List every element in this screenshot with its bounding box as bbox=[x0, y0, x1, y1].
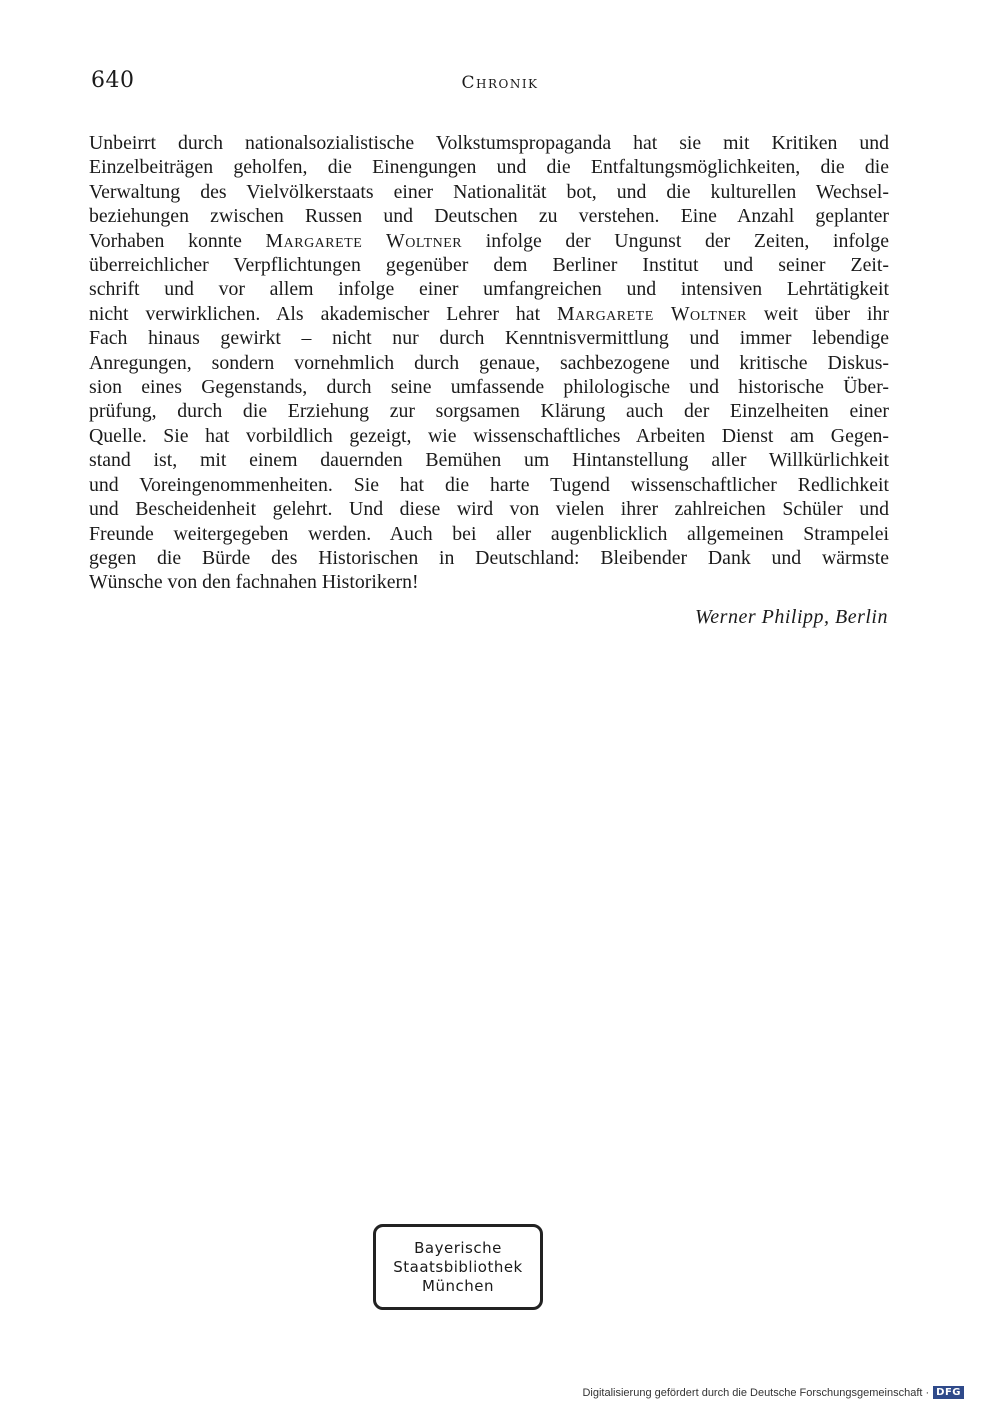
library-stamp bbox=[373, 1224, 543, 1310]
text-line bbox=[89, 570, 889, 594]
text-line bbox=[89, 497, 889, 521]
digitization-credit bbox=[582, 1386, 964, 1399]
text-line bbox=[89, 546, 889, 570]
text-segment: sion eines Gegenstands, durch seine umfassende philologische und historische Über- bbox=[89, 376, 889, 399]
text-segment: Wünsche von den fachnahen Historikern! bbox=[89, 571, 419, 594]
text-segment: infolge der Ungunst der Zeiten, infolge bbox=[462, 229, 889, 252]
page-number: 640 bbox=[91, 68, 135, 93]
author-signature: Werner Philipp, Berlin bbox=[694, 606, 888, 628]
text-segment: Verwaltung des Vielvölkerstaats einer Nationalität bot, und die kulturellen Wechsel- bbox=[89, 180, 889, 203]
text-segment: prüfung, durch die Erziehung zur sorgsamen Klärung auch der Einzelheiten einer bbox=[89, 400, 889, 423]
text-segment: Quelle. Sie hat vorbildlich gezeigt, wie wissenschaftliches Arbeiten Dienst am Gegen- bbox=[89, 424, 889, 447]
text-line bbox=[89, 253, 889, 277]
text-line bbox=[89, 302, 889, 326]
text-segment: überreichlicher Verpflichtungen gegenüber dem Berliner Institut und seiner Zeit- bbox=[89, 254, 889, 277]
text-line bbox=[89, 399, 889, 423]
text-line bbox=[89, 424, 889, 448]
text-line bbox=[89, 277, 889, 301]
text-line bbox=[89, 448, 889, 472]
text-segment: beziehungen zwischen Russen und Deutschen zu verstehen. Eine Anzahl geplanter bbox=[89, 205, 889, 228]
text-segment: Unbeirrt durch nationalsozialistische Volkstumspropaganda hat sie mit Kritiken und bbox=[89, 132, 889, 154]
text-segment: stand ist, mit einem dauernden Bemühen um Hintanstellung aller Willkürlichkeit bbox=[89, 449, 889, 472]
text-segment: und Bescheidenheit gelehrt. Und diese wird von vielen ihrer zahlreichen Schüler und bbox=[89, 498, 889, 521]
person-name: Margarete Woltner bbox=[557, 302, 747, 325]
credit-text: Digitalisierung gefördert durch die Deutsche Forschungsgemeinschaft · bbox=[582, 1386, 930, 1399]
running-head: Chronik bbox=[461, 73, 539, 93]
stamp-line: München bbox=[422, 1276, 494, 1295]
text-line bbox=[89, 326, 889, 350]
body-text bbox=[89, 131, 889, 595]
text-segment: nicht verwirklichen. Als akademischer Lehrer hat bbox=[89, 302, 558, 325]
text-segment: und Voreingenommenheiten. Sie hat die harte Tugend wissenschaftlicher Redlichkeit bbox=[89, 473, 889, 496]
stamp-line: Staatsbibliothek bbox=[393, 1257, 523, 1276]
text-segment: gegen die Bürde des Historischen in Deutschland: Bleibender Dank und wärmste bbox=[89, 546, 889, 569]
text-segment: Anregungen, sondern vornehmlich durch genaue, sachbezogene und kritische Diskus- bbox=[89, 351, 889, 374]
text-line bbox=[89, 155, 889, 179]
text-segment: weit über ihr bbox=[746, 302, 889, 325]
text-line bbox=[89, 375, 889, 399]
text-line bbox=[89, 131, 889, 155]
text-segment: schrift und vor allem infolge einer umfangreichen und intensiven Lehrtätigkeit bbox=[89, 278, 889, 301]
text-line bbox=[89, 229, 889, 253]
person-name: Margarete Woltner bbox=[265, 229, 463, 252]
text-line bbox=[89, 204, 889, 228]
text-segment: Freunde weitergegeben werden. Auch bei aller augenblicklich allgemeinen Strampelei bbox=[89, 522, 889, 545]
text-segment: Fach hinaus gewirkt – nicht nur durch Kenntnisvermittlung und immer lebendige bbox=[89, 327, 889, 350]
text-line bbox=[89, 522, 889, 546]
text-segment: Vorhaben konnte bbox=[89, 229, 266, 252]
text-line bbox=[89, 351, 889, 375]
stamp-line: Bayerische bbox=[414, 1238, 502, 1257]
dfg-logo: DFG bbox=[933, 1386, 964, 1399]
text-line bbox=[89, 180, 889, 204]
text-segment: Einzelbeiträgen geholfen, die Einengungen und die Entfaltungsmöglichkeiten, die die bbox=[89, 156, 889, 179]
text-line bbox=[89, 473, 889, 497]
